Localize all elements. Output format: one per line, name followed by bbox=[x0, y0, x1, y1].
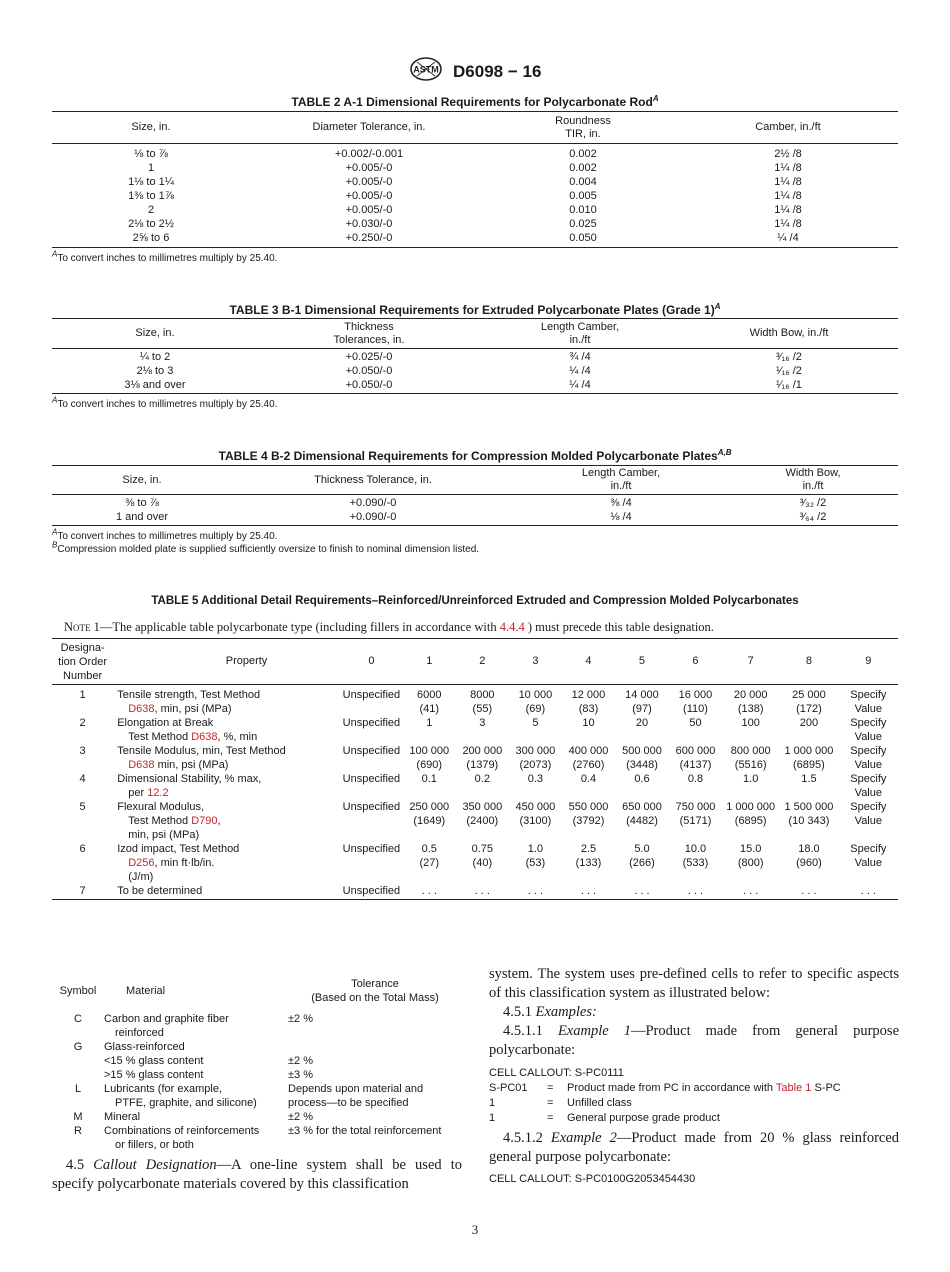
callout-1-line: CELL CALLOUT: S-PC0111 bbox=[489, 1067, 624, 1079]
table-row: 1 and over +0.090/-0 ⅛ /4 ³⁄₆₄ /2 bbox=[52, 510, 898, 526]
table-row: 2 Elongation at Break Test Method D638, %, min Unspecified 1 3 5 10 20 50 100 200 Specify Value bbox=[79, 717, 887, 743]
section-4-4-4-link[interactable]: 4.4.4 bbox=[499, 620, 525, 634]
table3 bbox=[52, 318, 898, 394]
d638-link[interactable]: D638 bbox=[128, 759, 155, 771]
table5-title: TABLE 5 Additional Detail Requirements–Reinforced/Unreinforced Extruded and Compression Molded Polycarbonates bbox=[151, 595, 799, 607]
table-row: 7 To be determined Unspecified . . . . . . . . . . . . . . . . . . . . . . . . . . . bbox=[52, 884, 898, 900]
table-row: ¼ to 2 +0.025/-0 ¾ /4 ³⁄₁₆ /2 bbox=[52, 349, 898, 365]
table5-header-order: Designa- tion Order Number bbox=[58, 641, 108, 682]
table-row: R Combinations of reinforcements or fillers, or both ±3 % for the total reinforcement bbox=[74, 1125, 442, 1151]
table-row: 5 Flexural Modulus, Test Method D790, min, psi (MPa) Unspecified 250 000 (1649) 350 000 (2400) 450 000 (3100) 550 000 (3792) 650 000 (4482) 750 000 (5171) 1 000 000 (6895) 1 500 000 (10 343) Specify Value bbox=[79, 801, 887, 841]
table3-header-size: Size, in. bbox=[135, 327, 175, 339]
table4-header-bow: Width Bow, in./ft bbox=[785, 467, 841, 492]
table-row: G Glass-reinforced bbox=[73, 1041, 185, 1053]
table-row: 2 +0.005/-0 0.010 1¼ /8 bbox=[147, 204, 802, 216]
section-4-5-1: 4.5.1 Examples: bbox=[503, 1004, 597, 1020]
table-row: 2⅛ to 2½ +0.030/-0 0.025 1¼ /8 bbox=[128, 218, 802, 230]
table5-header-col: 9 bbox=[865, 655, 872, 667]
table-row: 3⅛ and over +0.050/-0 ¼ /4 ¹⁄₁₆ /1 bbox=[52, 378, 898, 394]
table2 bbox=[52, 111, 898, 248]
table5-header-col: 1 bbox=[426, 655, 433, 667]
table3-header-bow: Width Bow, in./ft bbox=[749, 327, 829, 339]
table5-header-col: 2 bbox=[479, 655, 486, 667]
table3-title: TABLE 3 B-1 Dimensional Requirements for Extruded Polycarbonate Plates (Grade 1)$^A$ bbox=[229, 302, 721, 317]
table5-header-col: 5 bbox=[638, 655, 646, 667]
table2-header-size: Size, in. bbox=[131, 121, 171, 133]
table4-header-thickness: Thickness Tolerance, in. bbox=[314, 473, 432, 486]
table-row: 2⅛ to 3 +0.050/-0 ¼ /4 ¹⁄₁₆ /2 bbox=[136, 365, 802, 377]
table-row: 1 Tensile strength, Test Method D638, min, psi (MPa) Unspecified 6000 (41) 8000 (55) 10 000 (69) 12 000 (83) 14 000 (97) 16 000 (110) 20 000 (138) 25 000 (172) Specify Value bbox=[52, 685, 898, 717]
table-row: 1⅛ to 1¼ +0.005/-0 0.004 1¼ /8 bbox=[128, 176, 802, 188]
astm-logo-icon bbox=[409, 56, 443, 87]
table-row: 4 Dimensional Stability, % max, per 12.2 Unspecified 0.1 0.2 0.3 0.4 0.6 0.8 1.0 1.5 Specify Value bbox=[79, 773, 887, 799]
d638-link[interactable]: D638 bbox=[191, 731, 218, 743]
table4-header-size: Size, in. bbox=[122, 473, 162, 486]
callout-example-1 bbox=[489, 1066, 899, 1126]
table5-header-col: 6 bbox=[692, 655, 699, 667]
table5-header-col: 8 bbox=[805, 655, 812, 667]
page-number: 3 bbox=[471, 1222, 479, 1237]
materials-header-symbol: Symbol bbox=[59, 985, 97, 997]
table-row: 3 Tensile Modulus, min, Test Method D638 min, psi (MPa) Unspecified 100 000 (690) 200 000 (1379) 300 000 (2073) 400 000 (2760) 500 000 (3448) 600 000 (4137) 800 000 (5516) 1 000 000 (6895) Specify Value bbox=[79, 745, 887, 771]
section-4-5-continued: system. The system uses pre-defined cells to refer to specific aspects of this classification system as illustrated below: bbox=[489, 966, 899, 1001]
table4-header-camber: Length Camber, in./ft bbox=[581, 467, 661, 492]
table4-footnote-a: $^A$To convert inches to millimetres multiply by 25.40. bbox=[52, 527, 278, 542]
table-row: <15 % glass content ±2 % bbox=[104, 1055, 313, 1067]
table5-header-col: 7 bbox=[747, 655, 754, 667]
materials-table bbox=[52, 970, 462, 1152]
table-row: 6 Izod impact, Test Method D256, min ft·lb/in. (J/m) Unspecified 0.5 (27) 0.75 (40) 1.0 (53) 2.5 (133) 5.0 (266) 10.0 (533) 15.0 (800) 18.0 (960) Specify Value bbox=[79, 843, 887, 883]
table5-header-col: 0 bbox=[368, 655, 375, 667]
table2-title: TABLE 2 A-1 Dimensional Requirements for Polycarbonate Rod$^A$ bbox=[291, 94, 659, 109]
table-row: ⅜ to ⅞ +0.090/-0 ⅜ /4 ³⁄₃₂ /2 bbox=[52, 495, 898, 511]
section-4-5-1-2: 4.5.1.2 Example 2—Product made from 20 % glass reinforced general purpose polycarbonate: bbox=[489, 1130, 900, 1165]
section-4-5: 4.5 Callout Designation—A one-line system shall be used to specify polycarbonate materials covered by this classification bbox=[52, 1157, 462, 1192]
callout-row: 1 = General purpose grade product bbox=[489, 1112, 720, 1124]
table5-header-property: Property bbox=[225, 655, 268, 667]
d256-link[interactable]: D256 bbox=[128, 857, 155, 869]
section-4-5-1-1: 4.5.1.1 Example 1—Product made from general purpose polycarbonate: bbox=[489, 1023, 899, 1058]
table2-footnote: $^A$To convert inches to millimetres multiply by 25.40. bbox=[52, 249, 278, 264]
table-row: 1 +0.005/-0 0.002 1¼ /8 bbox=[147, 162, 802, 174]
table4 bbox=[52, 465, 898, 526]
table-row: C Carbon and graphite fiber reinforced ±2 % bbox=[74, 1013, 313, 1039]
table3-footnote: $^A$To convert inches to millimetres multiply by 25.40. bbox=[52, 395, 278, 410]
materials-header-tolerance: Tolerance (Based on the Total Mass) bbox=[311, 978, 439, 1004]
table-row: ⅛ to ⅞ +0.002/-0.001 0.002 2½ /8 bbox=[52, 144, 898, 162]
table5-header-col: 3 bbox=[532, 655, 539, 667]
table-row: L Lubricants (for example, PTFE, graphite, and silicone) Depends upon material and process—to be specified bbox=[74, 1083, 424, 1109]
table-row: 2⅝ to 6 +0.250/-0 0.050 ¼ /4 bbox=[52, 231, 898, 248]
table-1-link[interactable]: Table 1 bbox=[775, 1082, 812, 1094]
table5-note: Note 1—The applicable table polycarbonate type (including fillers in accordance with 4.4.4 ) must precede this table designation. bbox=[64, 620, 714, 634]
table4-footnote-b: $^B$Compression molded plate is supplied sufficiently oversize to finish to nominal dimension listed. bbox=[52, 540, 480, 555]
table3-header-camber: Length Camber, in./ft bbox=[540, 320, 620, 346]
table2-header-roundness: Roundness TIR, in. bbox=[555, 114, 611, 140]
table2-header-camber: Camber, in./ft bbox=[755, 121, 821, 133]
table5-header-col: 4 bbox=[585, 655, 592, 667]
page-header bbox=[0, 56, 950, 87]
logo-lettering: ASTM bbox=[412, 64, 439, 75]
section-12-2-link[interactable]: 12.2 bbox=[147, 787, 169, 799]
document-designation: D6098 − 16 bbox=[453, 61, 542, 81]
table4-footnotes bbox=[52, 527, 480, 556]
d790-link[interactable]: D790 bbox=[191, 815, 218, 827]
callout-example-2: CELL CALLOUT: S-PC0100G2053454430 bbox=[489, 1173, 696, 1185]
table3-header-thickness: Thickness Tolerances, in. bbox=[333, 320, 405, 346]
table5 bbox=[52, 638, 898, 900]
table2-header-diameter: Diameter Tolerance, in. bbox=[312, 121, 426, 133]
table-row: 1⅜ to 1⅞ +0.005/-0 0.005 1¼ /8 bbox=[128, 190, 802, 202]
callout-row: S-PC01 = Product made from PC in accordance with Table 1 S-PC bbox=[489, 1082, 841, 1094]
callout-row: 1 = Unfilled class bbox=[489, 1097, 632, 1109]
table-row: M Mineral ±2 % bbox=[73, 1111, 313, 1123]
table-row: >15 % glass content ±3 % bbox=[104, 1069, 313, 1081]
table4-title: TABLE 4 B-2 Dimensional Requirements for Compression Molded Polycarbonate Plates$^{A,B}$ bbox=[218, 448, 732, 463]
materials-header-material: Material bbox=[126, 985, 166, 997]
d638-link[interactable]: D638 bbox=[128, 703, 155, 715]
